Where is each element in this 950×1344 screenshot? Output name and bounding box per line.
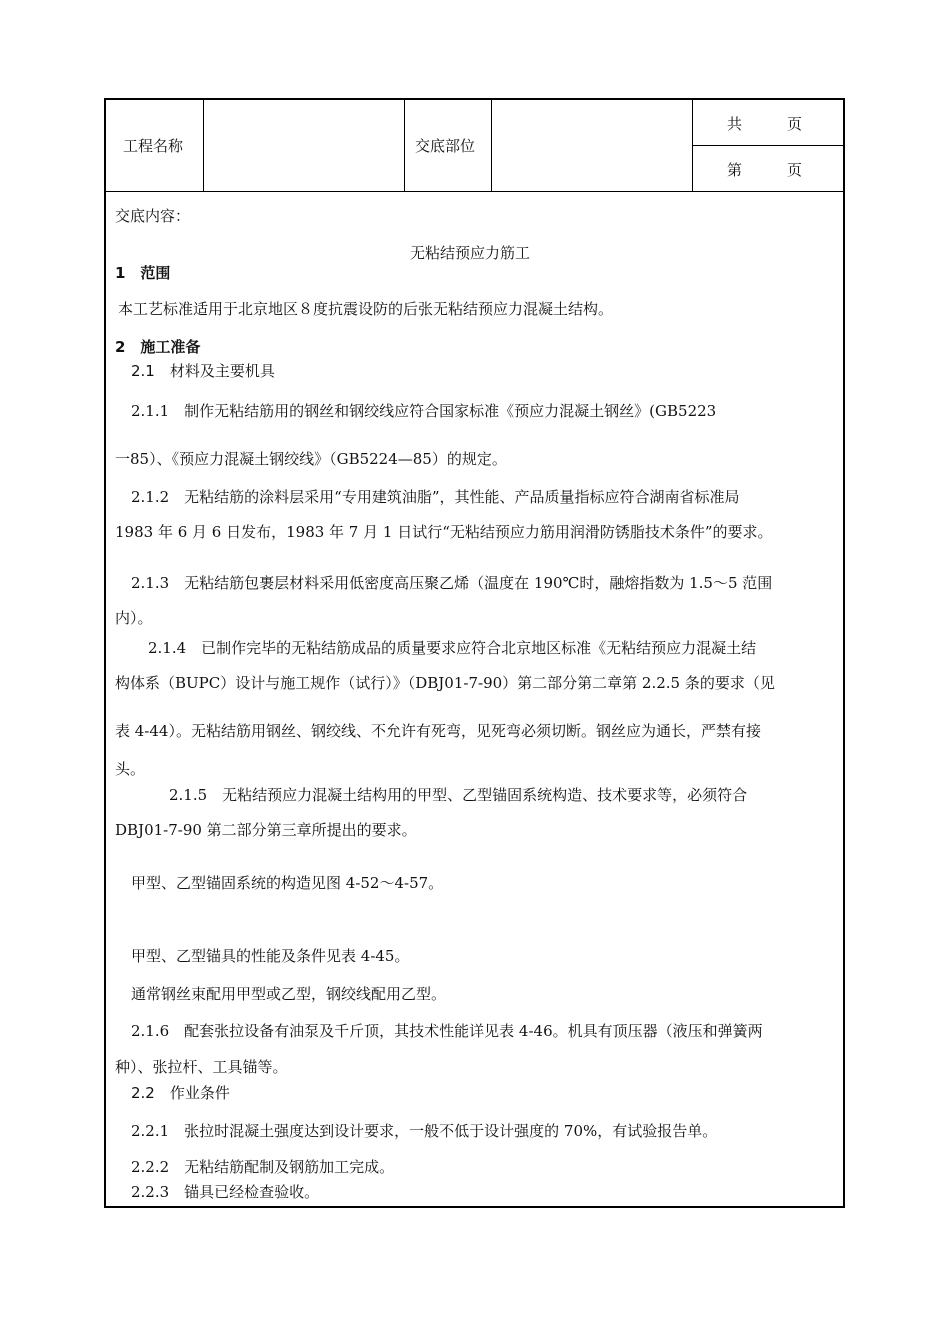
- anchor-usage-note: 通常钢丝束配用甲型或乙型，钢绞线配用乙型。: [131, 985, 447, 1003]
- item-2-2-2: 2.2.2 无粘结筋配制及钢筋加工完成。: [131, 1158, 395, 1176]
- item-2-1-3-line-2: 内）。: [115, 609, 153, 627]
- item-2-1-4-line-2: 构体系（BUPC）设计与施工规作（试行）》（DBJ01-7-90）第二部分第二章第 2.2.5 条的要求（见: [115, 674, 775, 692]
- total-pages-label: 共 页: [727, 115, 803, 133]
- item-2-2-1: 2.2.1 张拉时混凝土强度达到设计要求，一般不低于设计强度的 70%，有试验报告单。: [131, 1122, 718, 1140]
- header-divider-4: [692, 98, 693, 191]
- section-2-2-heading: 2.2 作业条件: [131, 1084, 230, 1102]
- anchor-figure-note: 甲型、乙型锚固系统的构造见图 4-52～4-57。: [131, 874, 444, 892]
- header-divider-3: [491, 98, 492, 191]
- item-2-1-5-line-1: 2.1.5 无粘结预应力混凝土结构用的甲型、乙型锚固系统构造、技术要求等，必须符合: [169, 786, 748, 804]
- item-2-1-1-line-1: 2.1.1 制作无粘结筋用的钢丝和钢绞线应符合国家标准《预应力混凝土钢丝》(GB5223: [131, 402, 717, 420]
- section-2-1-heading: 2.1 材料及主要机具: [131, 362, 275, 380]
- project-name-value[interactable]: [215, 135, 395, 155]
- header-divider-1: [203, 98, 204, 191]
- item-2-2-3: 2.2.3 锚具已经检查验收。: [131, 1183, 320, 1201]
- section-1-paragraph: 本工艺标准适用于北京地区８度抗震设防的后张无粘结预应力混凝土结构。: [118, 300, 614, 318]
- item-2-1-4-line-1: 2.1.4 已制作完毕的无粘结筋成品的质量要求应符合北京地区标准《无粘结预应力混凝土结: [148, 639, 757, 657]
- doc-title: 无粘结预应力筋工: [410, 244, 531, 262]
- header-divider-2: [404, 98, 405, 191]
- project-name-label: 工程名称: [123, 137, 184, 155]
- header-bottom-rule: [104, 191, 845, 192]
- item-2-1-4-line-4: 头。: [115, 760, 146, 778]
- item-2-1-6-line-1: 2.1.6 配套张拉设备有油泵及千斤顶，其技术性能详见表 4-46。机具有顶压器（液压和弹簧两: [131, 1022, 763, 1040]
- item-2-1-4-line-3: 表 4-44）。无粘结筋用钢丝、钢绞线、不允许有死弯，见死弯必须切断。钢丝应为通长，严禁有接: [115, 722, 761, 740]
- item-2-1-6-line-2: 种）、张拉杆、工具锚等。: [115, 1058, 288, 1076]
- page-number-label: 第 页: [727, 161, 803, 179]
- anchor-table-note: 甲型、乙型锚具的性能及条件见表 4-45。: [131, 947, 410, 965]
- item-2-1-5-line-2: DBJ01-7-90 第二部分第三章所提出的要求。: [115, 821, 417, 839]
- content-label: 交底内容：: [115, 207, 191, 225]
- section-1-heading: 1 范围: [115, 264, 171, 282]
- section-2-heading: 2 施工准备: [115, 338, 201, 356]
- page-count-divider: [692, 145, 845, 146]
- handover-part-value[interactable]: [502, 135, 682, 155]
- item-2-1-2-line-2: 1983 年 6 月 6 日发布，1983 年 7 月 1 日试行“无粘结预应力筋用润滑防锈脂技术条件”的要求。: [115, 523, 773, 541]
- item-2-1-2-line-1: 2.1.2 无粘结筋的涂料层采用“专用建筑油脂”，其性能、产品质量指标应符合湖南省标准局: [131, 488, 740, 506]
- item-2-1-1-line-2: 一85）、《预应力混凝土钢绞线》（GB5224—85）的规定。: [115, 450, 507, 468]
- handover-part-label: 交底部位: [415, 137, 476, 155]
- item-2-1-3-line-1: 2.1.3 无粘结筋包裹层材料采用低密度高压聚乙烯（温度在 190℃时，融熔指数为 1.5～5 范围: [131, 574, 773, 592]
